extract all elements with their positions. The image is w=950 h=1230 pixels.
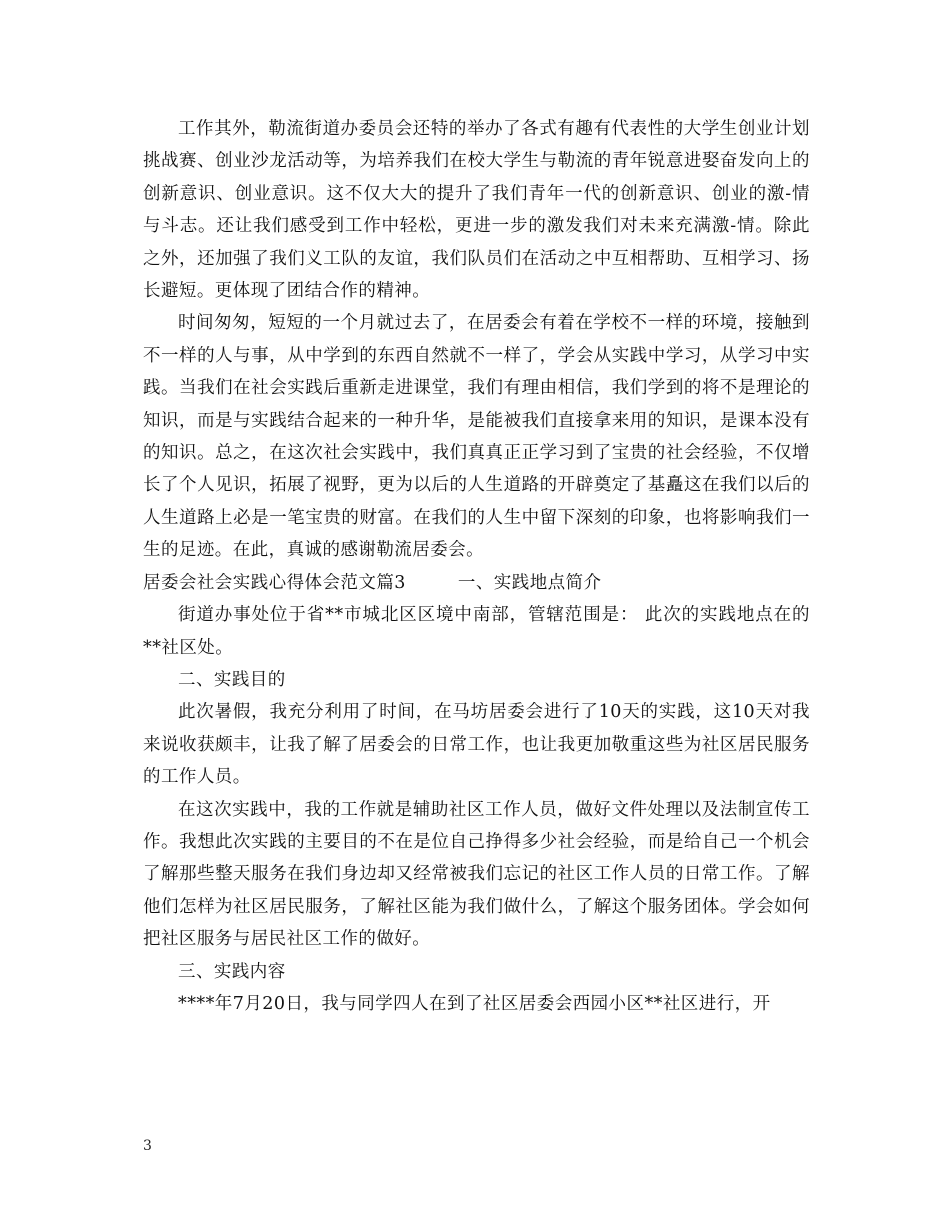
paragraph-time-passed: 时间匆匆，短短的一个月就过去了，在居委会有着在学校不一样的环境，接触到不一样的人与事，从中学到的东西自然就不一样了，学会从实践中学习，从学习中实践。当我们在社会实践后重新走进课堂，我们有理由相信，我们学到的将不是理论的知识，而是与实践结合起来的一种升华，是能被我们直接拿来用的知识，是课本没有的知识。总之，在这次社会实践中，我们真真正正学习到了宝贵的社会经验，不仅增长了个人见识，拓展了视野，更为以后的人生道路的开辟奠定了基矗这在我们以后的人生道路上必是一笔宝贵的财富。在我们的人生中留下深刻的印象，也将影响我们一生的足迹。在此，真诚的感谢勒流居委会。 [143,313,810,561]
paragraph-work-description: 在这次实践中，我的工作就是辅助社区工作人员，做好文件处理以及法制宣传工作。我想此次实践的主要目的不在是位自己挣得多少社会经验，而是给自己一个机会了解那些整天服务在我们身边却又经常被我们忘记的社区工作人员的日常工作。了解他们怎样为社区居民服务，了解社区能为我们做什么，了解这个服务团体。学会如何把社区服务与居民社区工作的做好。 [143,799,810,950]
paragraph-summer-practice: 此次暑假，我充分利用了时间，在马坊居委会进行了10天的实践，这10天对我来说收获颇丰，让我了解了居委会的日常工作，也让我更加敬重这些为社区居民服务的工作人员。 [143,702,810,788]
paragraph-volunteer-activities: 工作其外，勒流街道办委员会还特的举办了各式有趣有代表性的大学生创业计划挑战赛、创业沙龙活动等，为培养我们在校大学生与勒流的青年锐意进娶奋发向上的创新意识、创业意识。这不仅大大的提升了我们青年一代的创新意识、创业的激-情与斗志。还让我们感受到工作中轻松，更进一步的激发我们对未来充满激-情。除此之外，还加强了我们义工队的友谊，我们队员们在活动之中互相帮助、互相学习、扬长避短。更体现了团结合作的精神。 [143,119,810,302]
paragraph-location: 街道办事处位于省**市城北区区境中南部，管辖范围是： 此次的实践地点在的**社区处。 [143,605,810,658]
article-heading-line [143,567,810,599]
paragraph-practice-start: ****年7月20日，我与同学四人在到了社区居委会西园小区**社区进行，开 [178,993,771,1014]
section-heading-content: 三、实践内容 [178,961,286,982]
section-heading-purpose: 二、实践目的 [178,669,286,690]
document-body [143,113,810,1020]
article-title: 居委会社会实践心得体会范文篇3 [143,572,406,593]
section-heading-location: 一、实践地点简介 [457,572,602,593]
page-number: 3 [143,1138,152,1154]
